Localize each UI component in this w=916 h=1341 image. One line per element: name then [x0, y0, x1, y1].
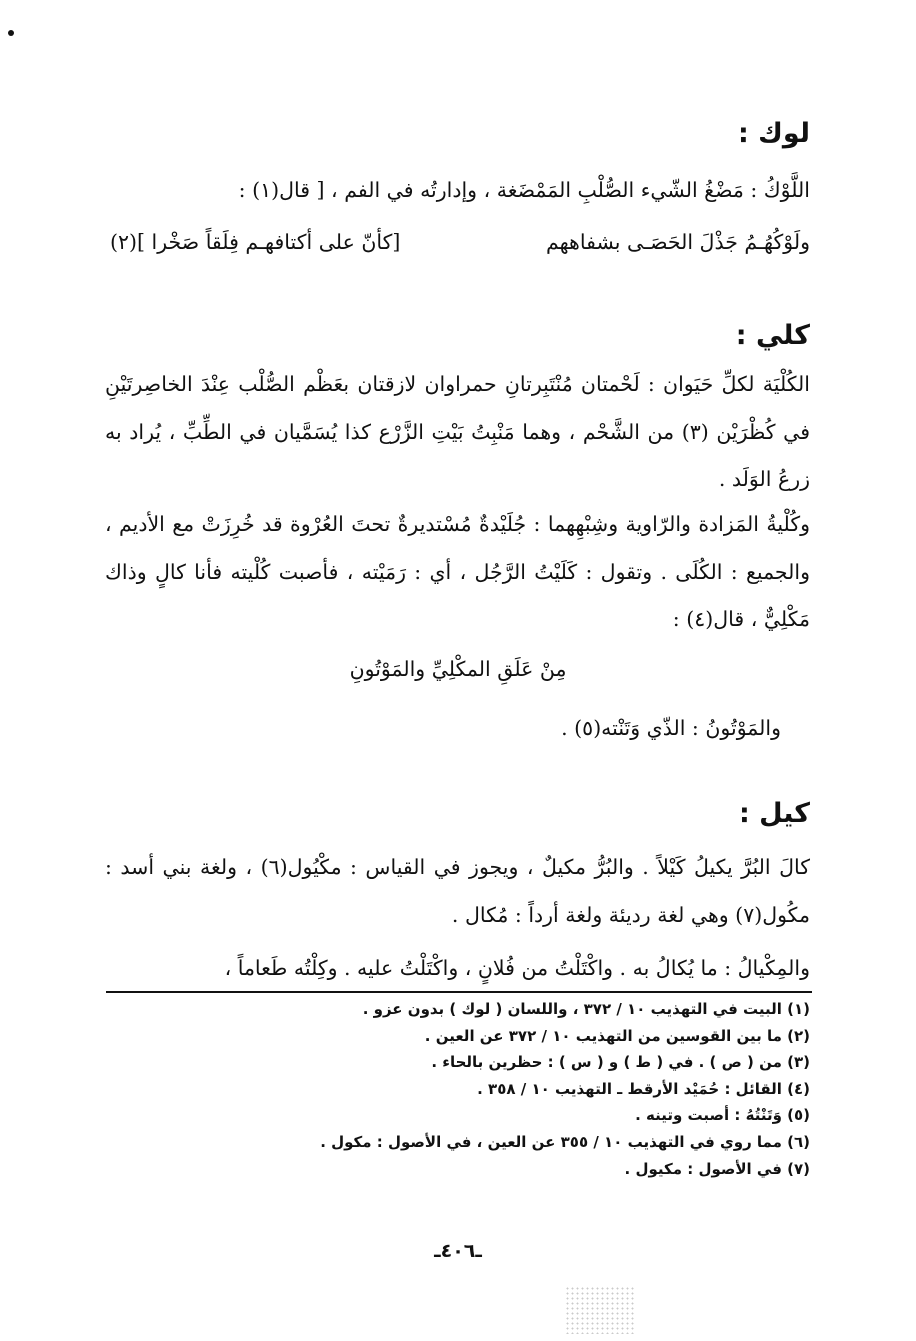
entry-kuly-paragraph-2: وكُلْيةُ المَزادة والرّاوية وشِبْهِهما : جُلَيْدةٌ مُسْتديرةٌ تحتَ العُرْوة قد خُرِزَتْ مع الأديم ، والجميع : الكُلَى . وتقول : كَلَيْتُ الرَّجُل ، أي : رَمَيْته ، فأصبت كُلْيته فأنا كالٍ وذاك مَكْلِيٌّ ، قال(٤) : [105, 512, 810, 631]
footnote-item: (٢) ما بين القوسين من التهذيب ١٠ / ٣٧٢ عن العين . [424, 1026, 810, 1045]
entry-kayl-paragraph-2: والمِكْيالُ : ما يُكالُ به . واكْتَلْتُ من فُلانٍ ، واكْتَلْتُ عليه . وكِلْتُه طَعاماً ، [224, 956, 810, 980]
scan-noise [565, 1286, 635, 1334]
page-number: ـ٤٠٦ـ [434, 1240, 482, 1262]
footnote-item: (٧) في الأصول : مكيول . [624, 1159, 810, 1178]
entry-kuly-verse: مِنْ عَلَقِ المكْلِيِّ والمَوْتُونِ [349, 657, 567, 681]
verse-second-hemistich: [كأنّ على أكتافهـم فِلَقاً صَخْرا ](٢) [110, 230, 401, 254]
entry-heading-lawk: لوك : [737, 118, 810, 149]
footnote-separator [106, 991, 812, 993]
entry-kayl-paragraph-1: كالَ البُرَّ يكيلُ كَيْلاً . والبُرُّ مكيلٌ ، ويجوز في القياس : مكْيُول(٦) ، ولغة بني أسد : مكُول(٧) وهي لغة رديئة ولغة أرداً : مُكال . [105, 855, 810, 927]
entry-heading-kuly: كلي : [735, 320, 810, 351]
footnote-item: (١) البيت في التهذيب ١٠ / ٣٧٢ ، واللسان ( لوك ) بدون عزو . [362, 1000, 810, 1018]
entry-kuly-paragraph-1: الكُلْيَة لكلِّ حَيَوان : لَحْمتان مُنْتَبِرتانِ حمراوان لازقتان بعَظْم الصُّلْب عِنْدَ الخاصِرتَيْنِ في كُظْرَيْن (٣) من الشَّحْم ، وهما مَنْبِتُ بَيْتِ الزَّرْع كذا يُسَمَّيان في الطِّبِّ ، يُراد به زرعُ الوَلَد . [105, 372, 810, 491]
footnote-item: (٦) مما روي في التهذيب ١٠ / ٣٥٥ عن العين ، في الأصول : مكول . [320, 1132, 810, 1151]
entry-kuly-gloss: والمَوْتُونُ : الذّي وَتَنْته(٥) . [561, 716, 781, 740]
verse-first-hemistich: ولَوْكُهُـمُ جَذْلَ الحَصَـى بشفاههم [545, 230, 810, 254]
footnotes-list [105, 996, 810, 1182]
footnote-item: (٣) من ( ص ) . في ( ط ) و ( س ) : حظرين بالحاء . [431, 1053, 810, 1072]
footnote-item: (٥) وَتَنْتُهُ : أصبت وتينه . [635, 1106, 810, 1125]
entry-lawk-definition: اللَّوْكُ : مَضْغُ الشّيء الصُّلْبِ المَمْضَغة ، وإدارتُه في الفم ، [ قال(١) : [238, 178, 810, 202]
footnote-item: (٤) القائل : حُمَيْد الأرقط ـ التهذيب ١٠ / ٣٥٨ . [477, 1079, 810, 1098]
entry-heading-kayl: كيل : [738, 798, 810, 829]
scan-speck [8, 30, 14, 36]
